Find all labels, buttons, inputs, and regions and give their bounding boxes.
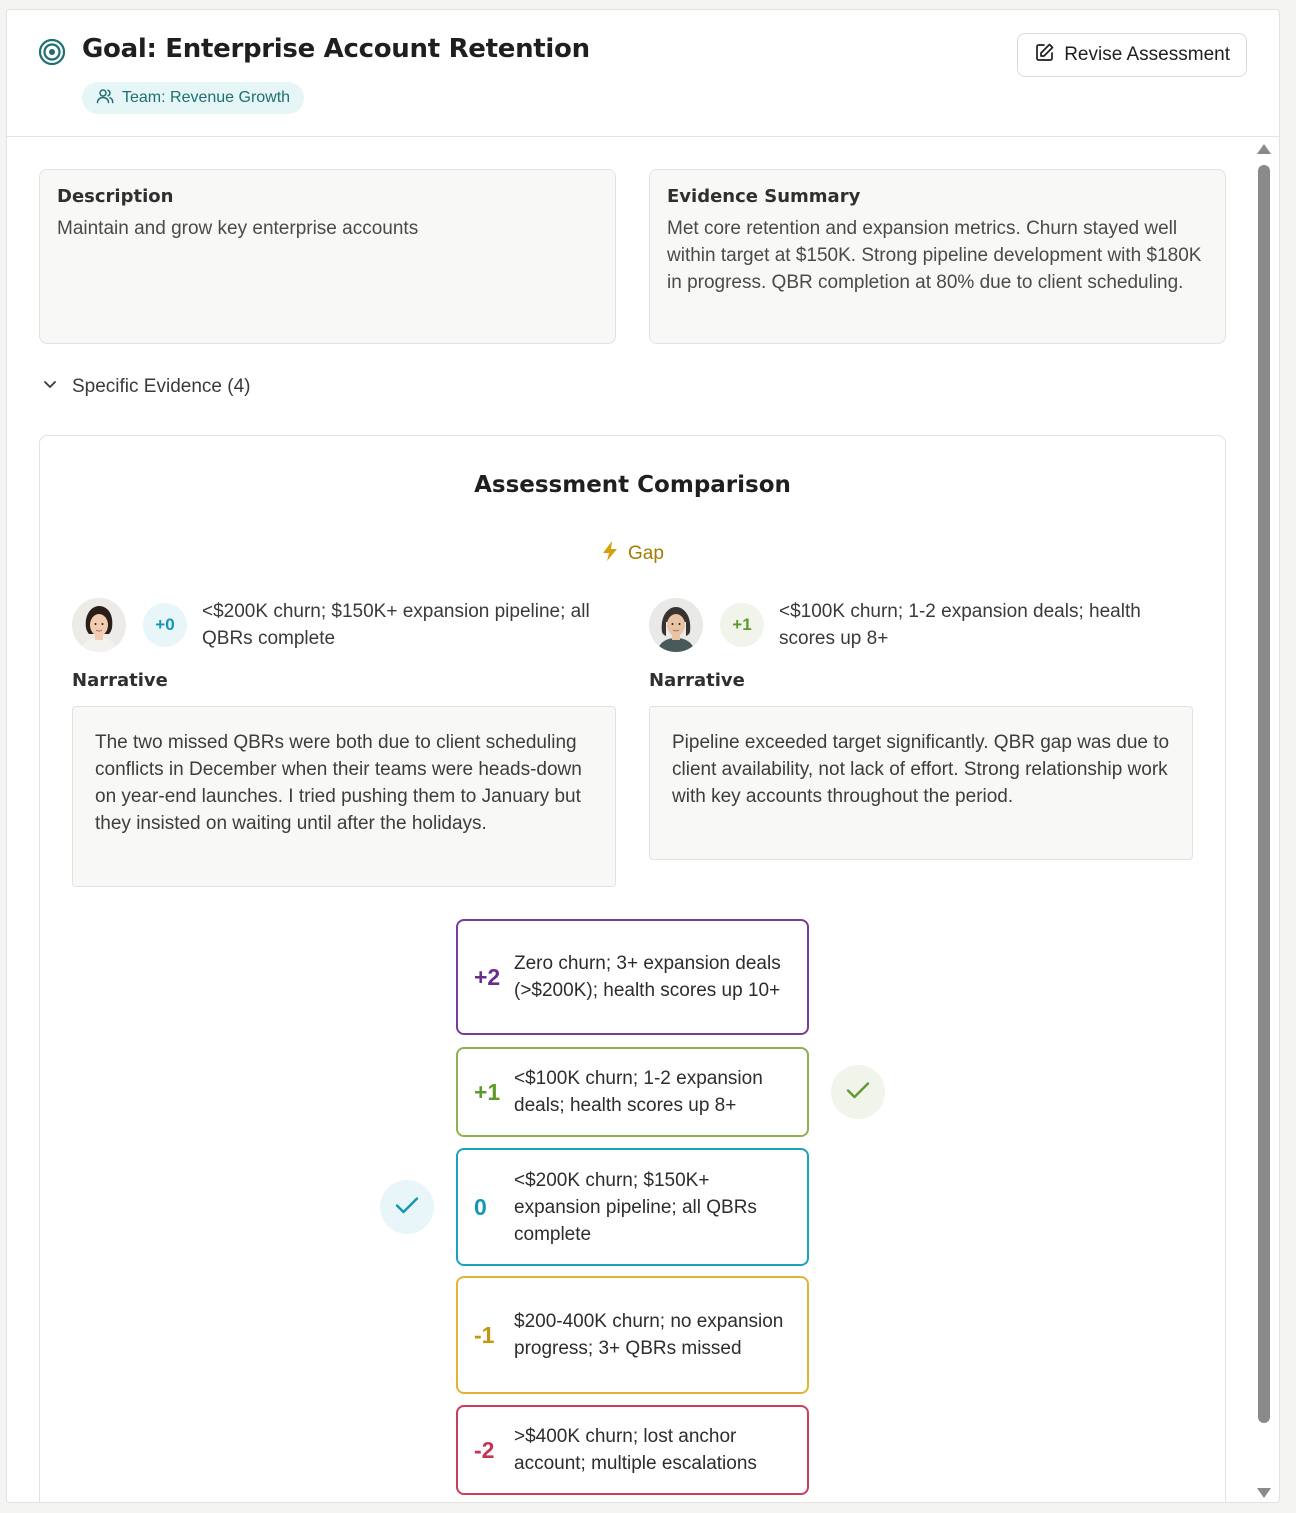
level-score: -1 (474, 1321, 495, 1348)
rater-a-criteria: <$200K churn; $150K+ expansion pipeline; all QBRs complete (202, 601, 590, 649)
rater-a-narrative-label: Narrative (72, 670, 168, 691)
evidence-summary-card (649, 169, 1226, 344)
rater-b-narrative: Pipeline exceeded target significantly. QBR gap was due to client availability, not lack of effort. Strong relationship work with key accounts throughout the period. (649, 706, 1193, 860)
revise-assessment-button[interactable] (1017, 33, 1247, 77)
scroll-thumb[interactable] (1258, 165, 1270, 1423)
goal-assessment-window (6, 9, 1280, 1503)
comparison-title: Assessment Comparison (474, 472, 791, 498)
specific-evidence-label: Specific Evidence (4) (72, 376, 251, 397)
description-heading: Description (57, 186, 174, 207)
level-description: Zero churn; 3+ expansion deals (>$200K); health scores up 10+ (514, 953, 781, 1001)
rating-level-minus-2[interactable] (456, 1405, 809, 1495)
chevron-down-icon (42, 376, 58, 398)
rater-a-score: +0 (143, 603, 187, 647)
checkmark-icon (844, 1076, 872, 1109)
avatar (72, 598, 126, 652)
level-score: -2 (474, 1436, 495, 1463)
level-score: +2 (474, 963, 501, 990)
rating-level-plus-2[interactable] (456, 919, 809, 1035)
avatar (649, 598, 703, 652)
description-text: Maintain and grow key enterprise accounts (57, 218, 419, 239)
assessment-comparison-card (39, 435, 1226, 1503)
rater-b-narrative-label: Narrative (649, 670, 745, 691)
gap-indicator (600, 540, 664, 568)
rater-b-score: +1 (720, 603, 764, 647)
scroll-down-arrow[interactable] (1257, 1488, 1271, 1498)
description-card (39, 169, 616, 344)
lightning-icon (600, 540, 620, 568)
rating-level-minus-1[interactable] (456, 1276, 809, 1394)
vertical-scrollbar[interactable] (1253, 138, 1275, 1503)
level-description: $200-400K churn; no expansion progress; 3+ QBRs missed (514, 1311, 784, 1359)
level-description: <$100K churn; 1-2 expansion deals; health scores up 8+ (514, 1068, 763, 1116)
level-description: <$200K churn; $150K+ expansion pipeline; all QBRs complete (514, 1169, 757, 1245)
team-chip-label: Team: Revenue Growth (122, 89, 291, 106)
users-icon (96, 87, 114, 110)
evidence-summary-text: Met core retention and expansion metrics. Churn stayed well within target at $150K. Strong pipeline development with $180K in progress. QBR completion at 80% due to client scheduling. (667, 218, 1202, 293)
target-icon (38, 38, 66, 66)
level-score: 0 (474, 1193, 487, 1220)
rater-a-narrative: The two missed QBRs were both due to client scheduling conflicts in December when their teams were heads-down on year-end launches. I tried pushing them to January but they insisted on waiting until after the holidays. (72, 706, 616, 887)
rating-level-plus-1[interactable] (456, 1047, 809, 1137)
rater-b-selection-check (831, 1065, 885, 1119)
edit-icon (1034, 42, 1055, 69)
specific-evidence-toggle[interactable] (42, 376, 250, 398)
checkmark-icon (393, 1191, 421, 1224)
level-description: >$400K churn; lost anchor account; multiple escalations (514, 1426, 757, 1474)
rater-a-selection-check (380, 1180, 434, 1234)
revise-assessment-label: Revise Assessment (1064, 44, 1230, 65)
team-chip[interactable] (82, 82, 304, 114)
page-title: Goal: Enterprise Account Retention (82, 34, 590, 64)
evidence-summary-heading: Evidence Summary (667, 186, 861, 207)
rater-b-criteria: <$100K churn; 1-2 expansion deals; health scores up 8+ (779, 601, 1141, 649)
rating-level-0[interactable] (456, 1148, 809, 1266)
level-score: +1 (474, 1078, 501, 1105)
gap-label: Gap (628, 543, 664, 564)
goal-header (7, 10, 1279, 137)
scroll-up-arrow[interactable] (1257, 144, 1271, 154)
